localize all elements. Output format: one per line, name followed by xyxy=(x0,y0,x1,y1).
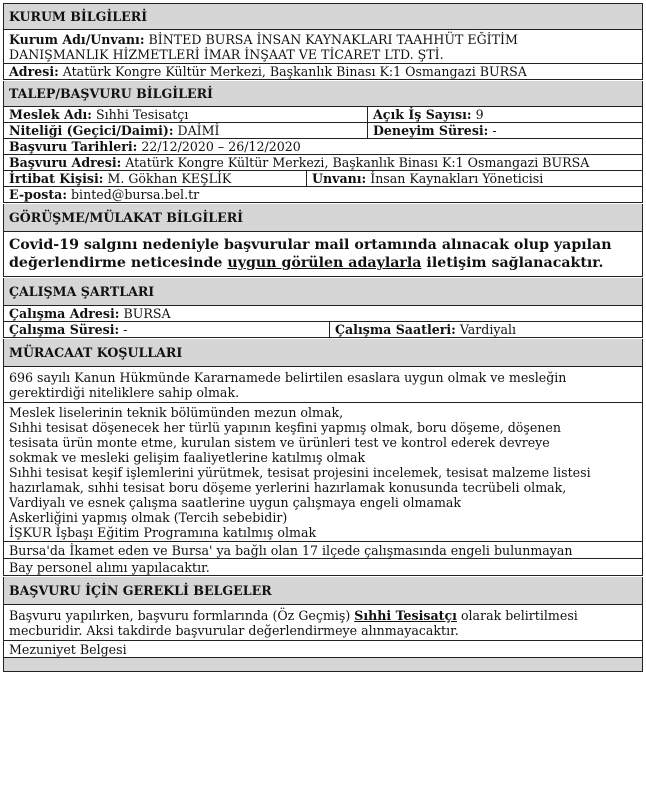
job-posting-form xyxy=(3,3,643,672)
muracaat-p3: Bursa'da İkamet eden ve Bursa' ya bağlı olan 17 ilçede çalışmasında engeli bulunmayan xyxy=(9,543,573,558)
basvuru-adres-row xyxy=(3,155,643,171)
calisma-sure-row xyxy=(3,322,643,338)
section-header-talep xyxy=(3,81,643,107)
calisma-adres-label: Çalışma Adresi: xyxy=(9,306,120,321)
unvan-value: İnsan Kaynakları Yöneticisi xyxy=(366,171,544,186)
acik-is-value: 9 xyxy=(471,107,484,122)
section-header-gorusme xyxy=(3,204,643,232)
gorusme-line-2-pre: değerlendirme neticesinde xyxy=(9,255,228,271)
muracaat-p2-line: Askerliğini yapmış olmak (Tercih sebebidir) xyxy=(9,510,288,525)
muracaat-p2-line: Meslek liselerinin teknik bölümünden mezun olmak, xyxy=(9,405,344,420)
basvuru-adres-label: Başvuru Adresi: xyxy=(9,155,122,170)
muracaat-p2-line: hazırlamak, sıhhi tesisat boru döşeme yerlerini hazırlamak konusunda tecrübeli olmak, xyxy=(9,480,567,495)
meslek-label: Meslek Adı: xyxy=(9,107,92,122)
muracaat-p2-line: Vardiyalı ve esnek çalışma saatlerine uygun çalışmaya engeli olmamak xyxy=(9,495,462,510)
belgeler-line-1-pre: Başvuru yapılırken, başvuru formlarında (Öz Geçmiş) xyxy=(9,608,355,623)
kurum-ad-label: Kurum Adı/Unvanı: xyxy=(9,32,145,47)
calisma-saat-value: Vardiyalı xyxy=(455,322,517,337)
calisma-sure-label: Çalışma Süresi: xyxy=(9,322,120,337)
muracaat-p2-line: sokmak ve mesleki gelişim faaliyetlerine katılmış olmak xyxy=(9,450,366,465)
muracaat-p2-row xyxy=(3,403,643,542)
muracaat-p2-line: tesisata ürün monte etme, kurulan sistem ve ürünleri test ve kontrol ederek devreye xyxy=(9,435,550,450)
kurum-adres-value: Atatürk Kongre Kültür Merkezi, Başkanlık Binası K:1 Osmangazi BURSA xyxy=(58,64,527,79)
tarih-label: Başvuru Tarihleri: xyxy=(9,139,138,154)
irtibat-row xyxy=(3,171,643,187)
belgeler-line-2: mecburidir. Aksi takdirde başvurular değerlendirmeye alınmayacaktır. xyxy=(9,623,459,638)
basvuru-tarih-row xyxy=(3,139,643,155)
nitelik-value: DAİMİ xyxy=(173,123,220,138)
meslek-value: Sıhhi Tesisatçı xyxy=(91,107,189,122)
gorusme-text-row xyxy=(3,232,643,277)
eposta-label: E-posta: xyxy=(9,187,67,202)
calisma-adres-value: BURSA xyxy=(119,306,171,321)
muracaat-p3-row xyxy=(3,542,643,559)
mezuniyet-belgesi: Mezuniyet Belgesi xyxy=(9,642,127,657)
calisma-saat-label: Çalışma Saatleri: xyxy=(335,322,456,337)
mezuniyet-row xyxy=(3,641,643,658)
gorusme-line-2-underlined: uygun görülen adaylarla xyxy=(227,255,422,271)
kurum-header-text: KURUM BİLGİLERİ xyxy=(9,9,148,24)
muracaat-p1-line-2: gerektirdiği niteliklere sahip olmak. xyxy=(9,385,240,400)
belgeler-line-1-post: olarak belirtilmesi xyxy=(456,608,578,623)
calisma-header-text: ÇALIŞMA ŞARTLARI xyxy=(9,284,155,299)
muracaat-p2-line: Sıhhi tesisat keşif işlemlerini yürütmek, tesisat projesini incelemek, tesisat malzeme listesi xyxy=(9,465,591,480)
nitelik-row xyxy=(3,123,643,139)
talep-header-text: TALEP/BAŞVURU BİLGİLERİ xyxy=(9,86,213,101)
acik-is-label: Açık İş Sayısı: xyxy=(373,107,472,122)
kurum-ad-value-2: DANIŞMANLIK HİZMETLERİ İMAR İNŞAAT VE TİCARET LTD. ŞTİ. xyxy=(9,47,444,62)
muracaat-header-text: MÜRACAAT KOŞULLARI xyxy=(9,345,183,360)
section-header-cut-off xyxy=(3,658,643,672)
basvuru-adres-value: Atatürk Kongre Kültür Merkezi, Başkanlık Binası K:1 Osmangazi BURSA xyxy=(121,155,590,170)
belgeler-header-text: BAŞVURU İÇİN GEREKLİ BELGELER xyxy=(9,583,272,598)
eposta-row xyxy=(3,187,643,203)
gorusme-line-2-post: iletişim sağlanacaktır. xyxy=(421,255,604,271)
unvan-label: Unvanı: xyxy=(312,171,367,186)
muracaat-p4: Bay personel alımı yapılacaktır. xyxy=(9,560,210,575)
muracaat-p4-row xyxy=(3,559,643,576)
section-header-muracaat xyxy=(3,339,643,367)
section-header-kurum xyxy=(3,4,643,30)
kurum-ad-row xyxy=(3,30,643,64)
muracaat-p2-line: Sıhhi tesisat döşenecek her türlü yapının keşfini yapmış olmak, boru döşeme, döşenen xyxy=(9,420,561,435)
muracaat-p1-row xyxy=(3,367,643,403)
nitelik-label: Niteliği (Geçici/Daimi): xyxy=(9,123,174,138)
belgeler-text-row xyxy=(3,605,643,641)
muracaat-p1-line-1: 696 sayılı Kanun Hükmünde Kararnamede belirtilen esaslara uygun olmak ve mesleğin xyxy=(9,370,567,385)
eposta-value[interactable]: binted@bursa.bel.tr xyxy=(66,187,200,202)
irtibat-label: İrtibat Kişisi: xyxy=(9,171,104,186)
meslek-row xyxy=(3,107,643,123)
deneyim-label: Deneyim Süresi: xyxy=(373,123,489,138)
kurum-adres-label: Adresi: xyxy=(9,64,59,79)
tarih-value: 22/12/2020 – 26/12/2020 xyxy=(137,139,301,154)
belgeler-line-1-underlined: Sıhhi Tesisatçı xyxy=(354,608,457,623)
section-header-belgeler xyxy=(3,577,643,605)
calisma-sure-value: - xyxy=(119,322,128,337)
kurum-adres-row xyxy=(3,64,643,80)
kurum-ad-value-1: BİNTED BURSA İNSAN KAYNAKLARI TAAHHÜT EĞİTİM xyxy=(144,32,518,47)
gorusme-line-1: Covid-19 salgını nedeniyle başvurular mail ortamında alınacak olup yapılan xyxy=(9,237,612,253)
calisma-adres-row xyxy=(3,306,643,322)
deneyim-value: - xyxy=(488,123,497,138)
irtibat-value: M. Gökhan KEŞLİK xyxy=(103,171,232,186)
gorusme-header-text: GÖRÜŞME/MÜLAKAT BİLGİLERİ xyxy=(9,210,244,225)
section-header-calisma xyxy=(3,278,643,306)
muracaat-p2-line: İŞKUR İşbaşı Eğitim Programına katılmış olmak xyxy=(9,525,317,540)
